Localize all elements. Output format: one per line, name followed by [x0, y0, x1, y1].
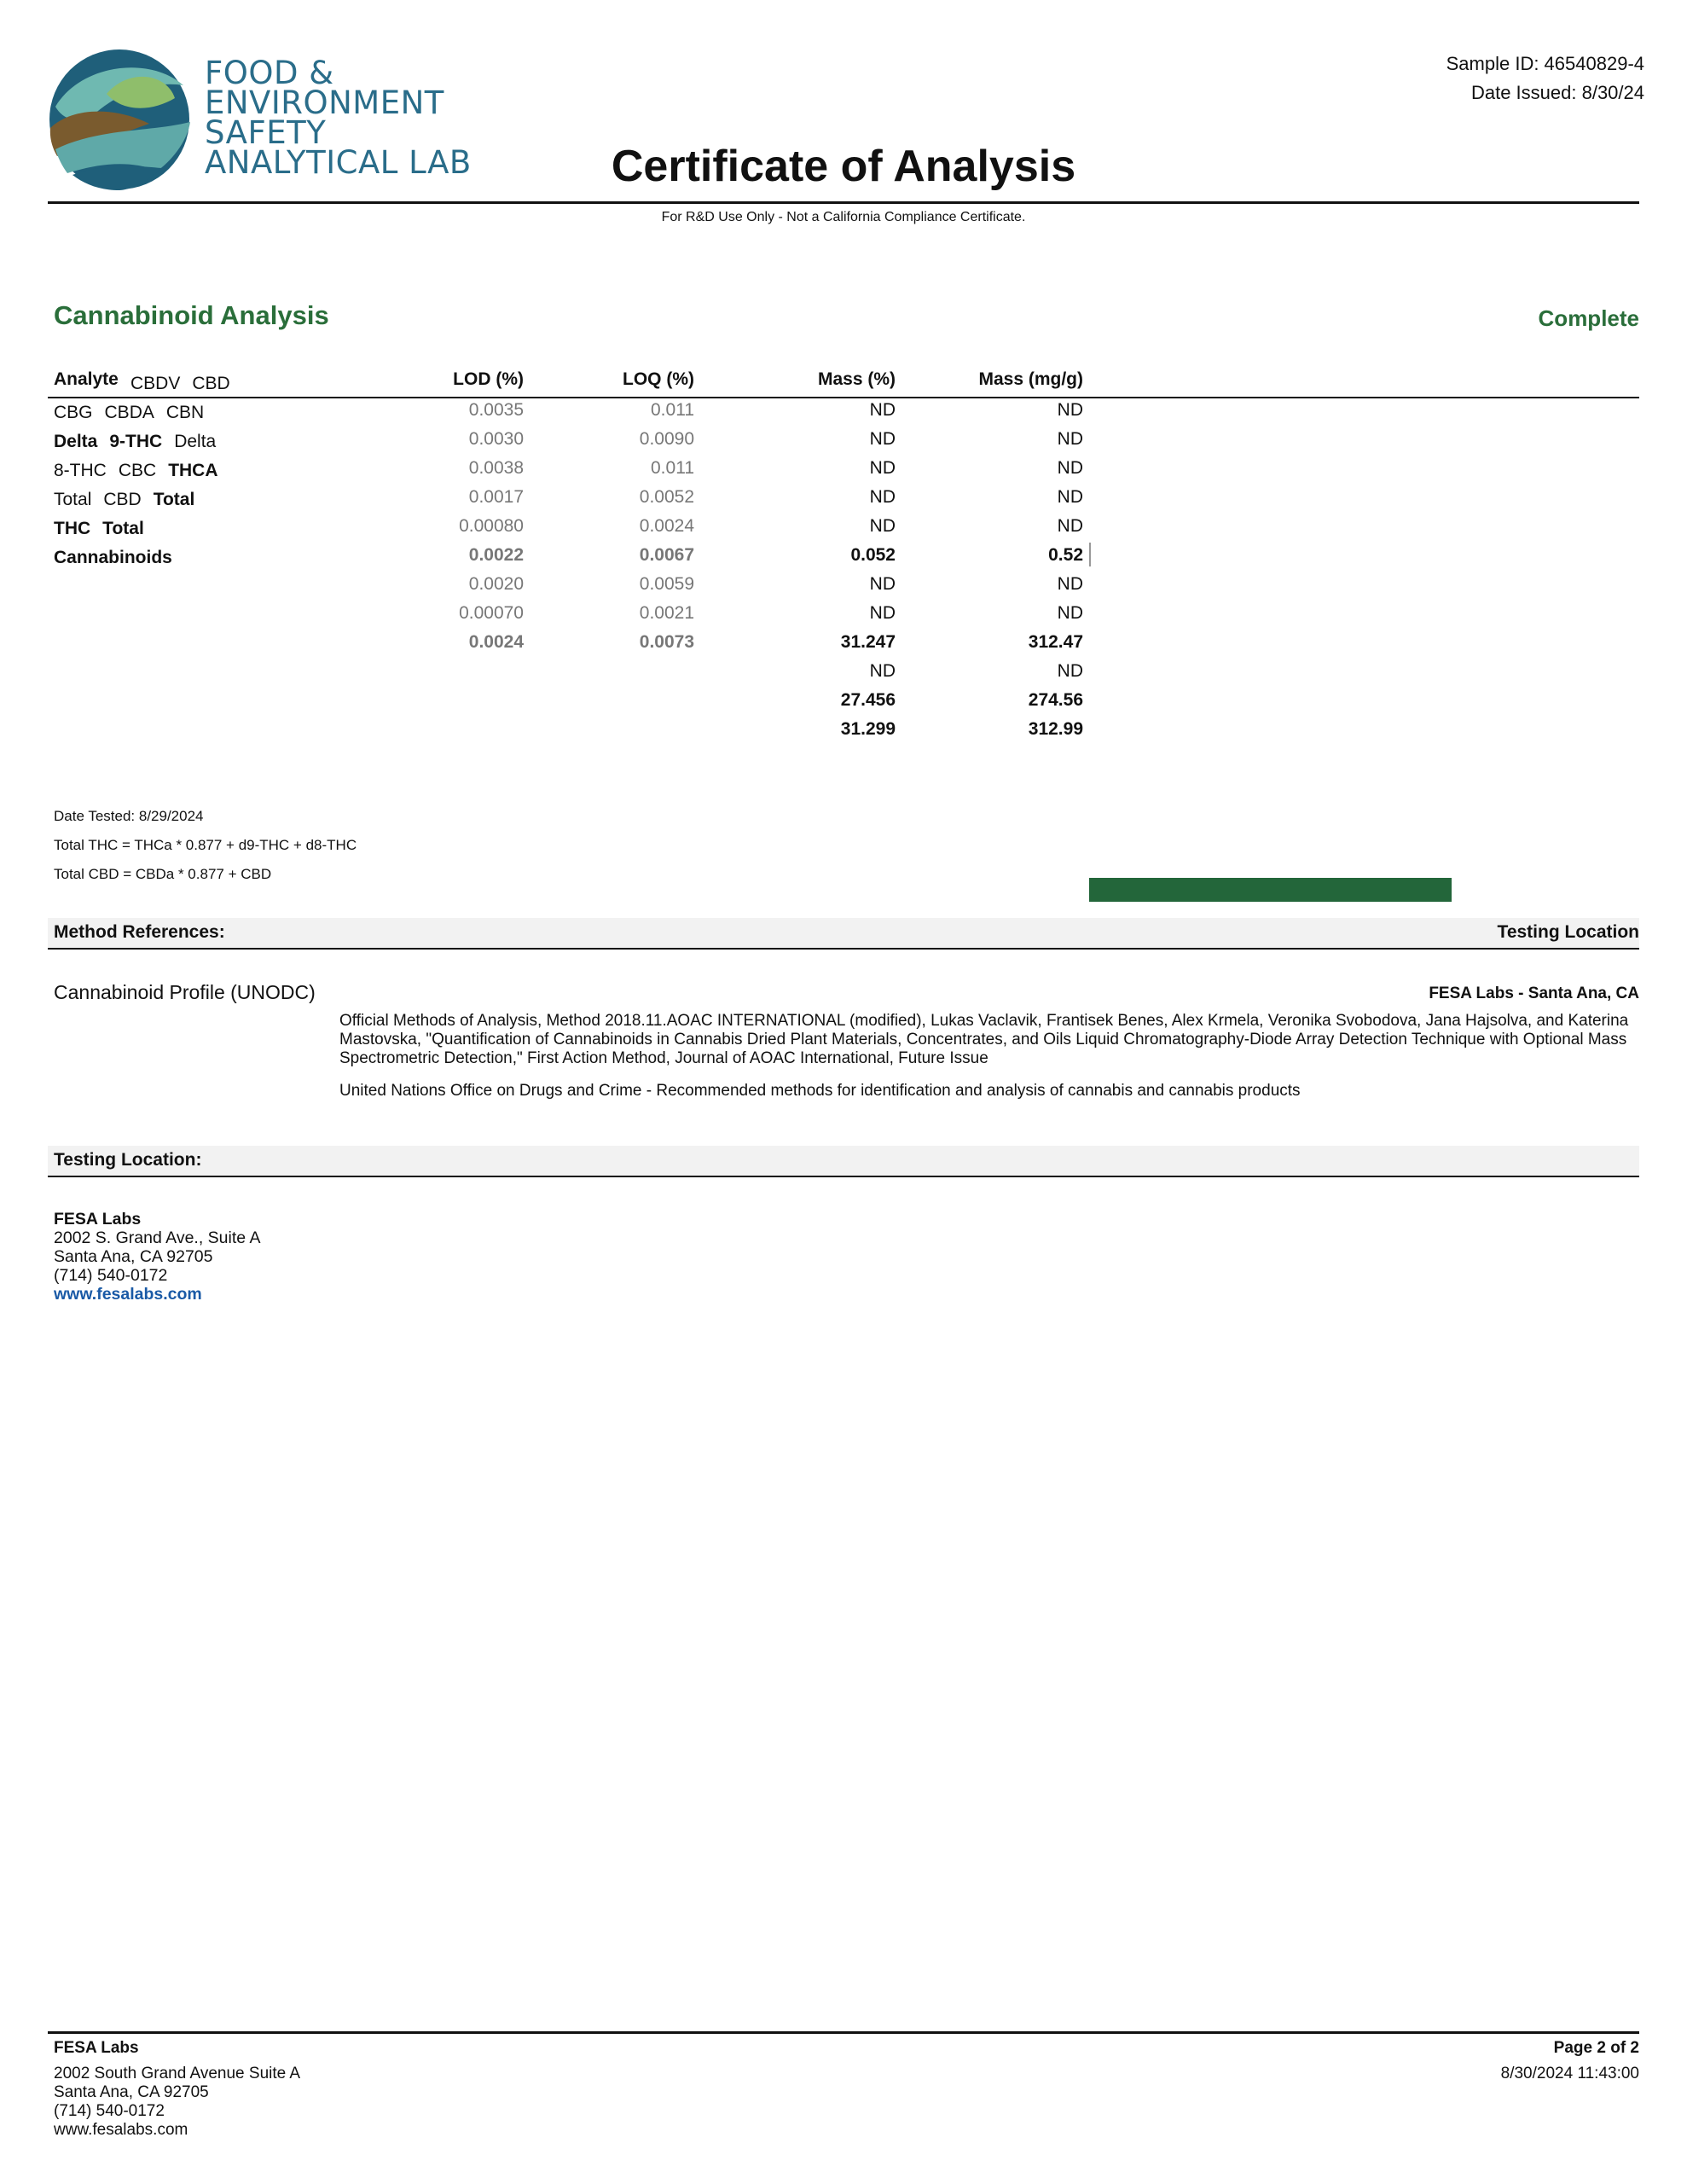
analyte-line: [54, 485, 242, 514]
analyte-name: 9-THC: [109, 432, 163, 451]
mass-bar: [1089, 878, 1452, 902]
table-cell: ND: [1057, 603, 1083, 623]
analyte-name: Total: [54, 490, 92, 509]
table-cell: ND: [869, 574, 896, 594]
analyte-name: CBC: [118, 461, 157, 480]
table-cell: 0.0059: [639, 574, 694, 594]
table-cell: ND: [869, 487, 896, 507]
footer-meta: [1501, 2039, 1639, 2083]
table-cell: 0.0021: [639, 603, 694, 623]
table-cell: 0.0067: [639, 545, 694, 565]
footer-lab-name: FESA Labs: [54, 2039, 139, 2057]
address-line: Santa Ana, CA 92705: [54, 1247, 213, 1266]
table-cell: ND: [1057, 429, 1083, 449]
table-cell: 0.0030: [468, 429, 524, 449]
table-cell: ND: [869, 400, 896, 420]
reference-unodc: United Nations Office on Drugs and Crime - Recommended methods for identification and analysis of cannabis and cannabis products: [339, 1082, 1301, 1100]
cannabinoid-profile-method: Cannabinoid Profile (UNODC): [54, 981, 316, 1003]
analyte-name: Delta: [54, 432, 98, 451]
analyte-name: CBN: [165, 403, 205, 422]
print-timestamp: 8/30/2024 11:43:00: [1500, 2065, 1639, 2082]
analyte-name: Cannabinoids: [54, 548, 172, 567]
header-mass-mgg: Mass (mg/g): [978, 369, 1083, 389]
footer-address-line: 2002 South Grand Avenue Suite A: [54, 2065, 301, 2082]
table-cell: 312.47: [1028, 632, 1083, 652]
testing-location-address: [54, 1210, 260, 1304]
table-cell: 0.0035: [468, 400, 524, 420]
analyte-name: 8-THC: [54, 461, 107, 480]
status-badge: Complete: [1538, 305, 1639, 331]
footer-address: [54, 2039, 300, 2140]
footer-address-line: Santa Ana, CA 92705: [54, 2083, 209, 2101]
header-analyte: Analyte: [54, 369, 119, 389]
table-cell: 0.0020: [468, 574, 524, 594]
analyte-name: CBD: [192, 374, 230, 393]
mass-mgg-column: [947, 396, 1083, 744]
analyte-line: [54, 543, 242, 572]
method-references-band: [48, 918, 1639, 949]
analyte-name: THCA: [168, 461, 218, 480]
lab-name-line: SAFETY: [205, 114, 327, 151]
website-link[interactable]: www.fesalabs.com: [54, 1285, 202, 1304]
table-cell: ND: [1057, 487, 1083, 507]
testing-location-title: Testing Location:: [54, 1150, 202, 1170]
analyte-line: [54, 427, 242, 456]
analyte-name: Total: [153, 490, 195, 509]
lab-name-text: FESA Labs: [54, 1210, 142, 1228]
header-mass-pct: Mass (%): [817, 369, 896, 389]
analyte-line: [54, 514, 242, 543]
header-loq: LOQ (%): [623, 369, 694, 389]
lab-name-line: FOOD &: [205, 55, 334, 91]
loq-column: [563, 396, 694, 657]
analyte-name: CBDV: [130, 374, 181, 393]
analyte-line: [54, 456, 242, 485]
table-cell: 0.0038: [468, 458, 524, 478]
analyte-line: [54, 398, 242, 427]
table-cell: 31.299: [840, 719, 896, 739]
footer-divider: [48, 2031, 1639, 2034]
address-line: 2002 S. Grand Ave., Suite A: [54, 1228, 261, 1247]
table-cell: 274.56: [1028, 690, 1083, 710]
table-cell: ND: [1057, 400, 1083, 420]
lod-column: [392, 396, 524, 657]
table-cell: ND: [869, 429, 896, 449]
testing-location-divider: [48, 1176, 1639, 1177]
table-cell: 0.011: [651, 400, 694, 420]
table-cell: 0.0022: [468, 545, 524, 565]
method-reference-text: [339, 1012, 1636, 1114]
table-cell: ND: [869, 458, 896, 478]
testing-location-heading: Testing Location: [1497, 922, 1639, 942]
phone: (714) 540-0172: [54, 1266, 168, 1285]
footer-phone: (714) 540-0172: [54, 2102, 165, 2120]
table-cell: 0.052: [850, 545, 896, 565]
table-cell: 31.247: [840, 632, 896, 652]
lab-name-line: ANALYTICAL LAB: [205, 144, 472, 181]
table-cell: 0.0052: [639, 487, 694, 507]
analyte-name: CBD: [103, 490, 142, 509]
analyte-name: Delta: [174, 432, 217, 451]
table-cell: ND: [869, 603, 896, 623]
mass-pct-column: [759, 396, 896, 744]
table-cell: 0.011: [651, 458, 694, 478]
test-notes: [54, 802, 357, 889]
table-cell: 0.0017: [468, 487, 524, 507]
section-title: Cannabinoid Analysis: [54, 300, 329, 330]
table-cell: ND: [1057, 574, 1083, 594]
testing-location-band: [48, 1146, 1639, 1176]
header-lod: LOD (%): [453, 369, 524, 389]
method-references-heading: Method References:: [54, 922, 225, 942]
table-cell: ND: [1057, 458, 1083, 478]
table-cell: ND: [1057, 661, 1083, 681]
reference-aoac: Official Methods of Analysis, Method 2018.11.AOAC INTERNATIONAL (modified), Lukas Vaclavik, Frantisek Benes, Alex Krmela, Veronika Svobodova, Jana Hajsolva, and Katerina Mastovska, "Quantification of Cannabinoids in Cannabis Dried Plant Materials, Concentrates, and Oils Liquid Chromatography-Diode Array Detection Technique with Optional Mass Spectrometric Detection," First Action Method, Journal of AOAC International, Future Issue: [339, 1012, 1629, 1067]
table-cell: 0.0024: [468, 632, 524, 652]
lab-name-line: ENVIRONMENT: [205, 84, 444, 121]
sample-meta: [1446, 49, 1644, 107]
footer-website: www.fesalabs.com: [54, 2121, 188, 2139]
analyte-name: THC: [54, 519, 91, 538]
table-cell: 0.0090: [639, 429, 694, 449]
header-divider: [48, 201, 1639, 204]
table-cell: 0.00070: [459, 603, 524, 623]
method-references-divider: [48, 948, 1639, 950]
compliance-notice: For R&D Use Only - Not a California Compliance Certificate.: [661, 210, 1026, 224]
date-issued: Date Issued: 8/30/24: [1470, 82, 1644, 103]
page-number: Page 2 of 2: [1553, 2039, 1639, 2057]
total-thc-formula: Total THC = THCa * 0.877 + d9-THC + d8-THC: [54, 837, 357, 853]
analyte-name: Total: [102, 519, 144, 538]
method-location: FESA Labs - Santa Ana, CA: [1429, 985, 1639, 1002]
table-cell: 0.00080: [459, 516, 524, 536]
table-cell: 0.52: [1048, 545, 1083, 565]
table-cell: 0.0073: [639, 632, 694, 652]
table-cell: 312.99: [1028, 719, 1083, 739]
table-cell: 0.0024: [639, 516, 694, 536]
document-title: Certificate of Analysis: [611, 142, 1076, 191]
total-cbd-formula: Total CBD = CBDa * 0.877 + CBD: [54, 866, 272, 882]
sample-id: Sample ID: 46540829-4: [1446, 53, 1644, 74]
date-tested: Date Tested: 8/29/2024: [54, 808, 204, 824]
analyte-name: CBG: [54, 403, 93, 422]
analyte-name: CBDA: [104, 403, 154, 422]
analyte-line: [130, 369, 242, 398]
mass-bar: [1089, 543, 1091, 566]
table-cell: ND: [869, 661, 896, 681]
mass-bar-chart: [1089, 396, 1567, 744]
table-cell: 27.456: [840, 690, 896, 710]
table-cell: ND: [1057, 516, 1083, 536]
table-cell: ND: [869, 516, 896, 536]
